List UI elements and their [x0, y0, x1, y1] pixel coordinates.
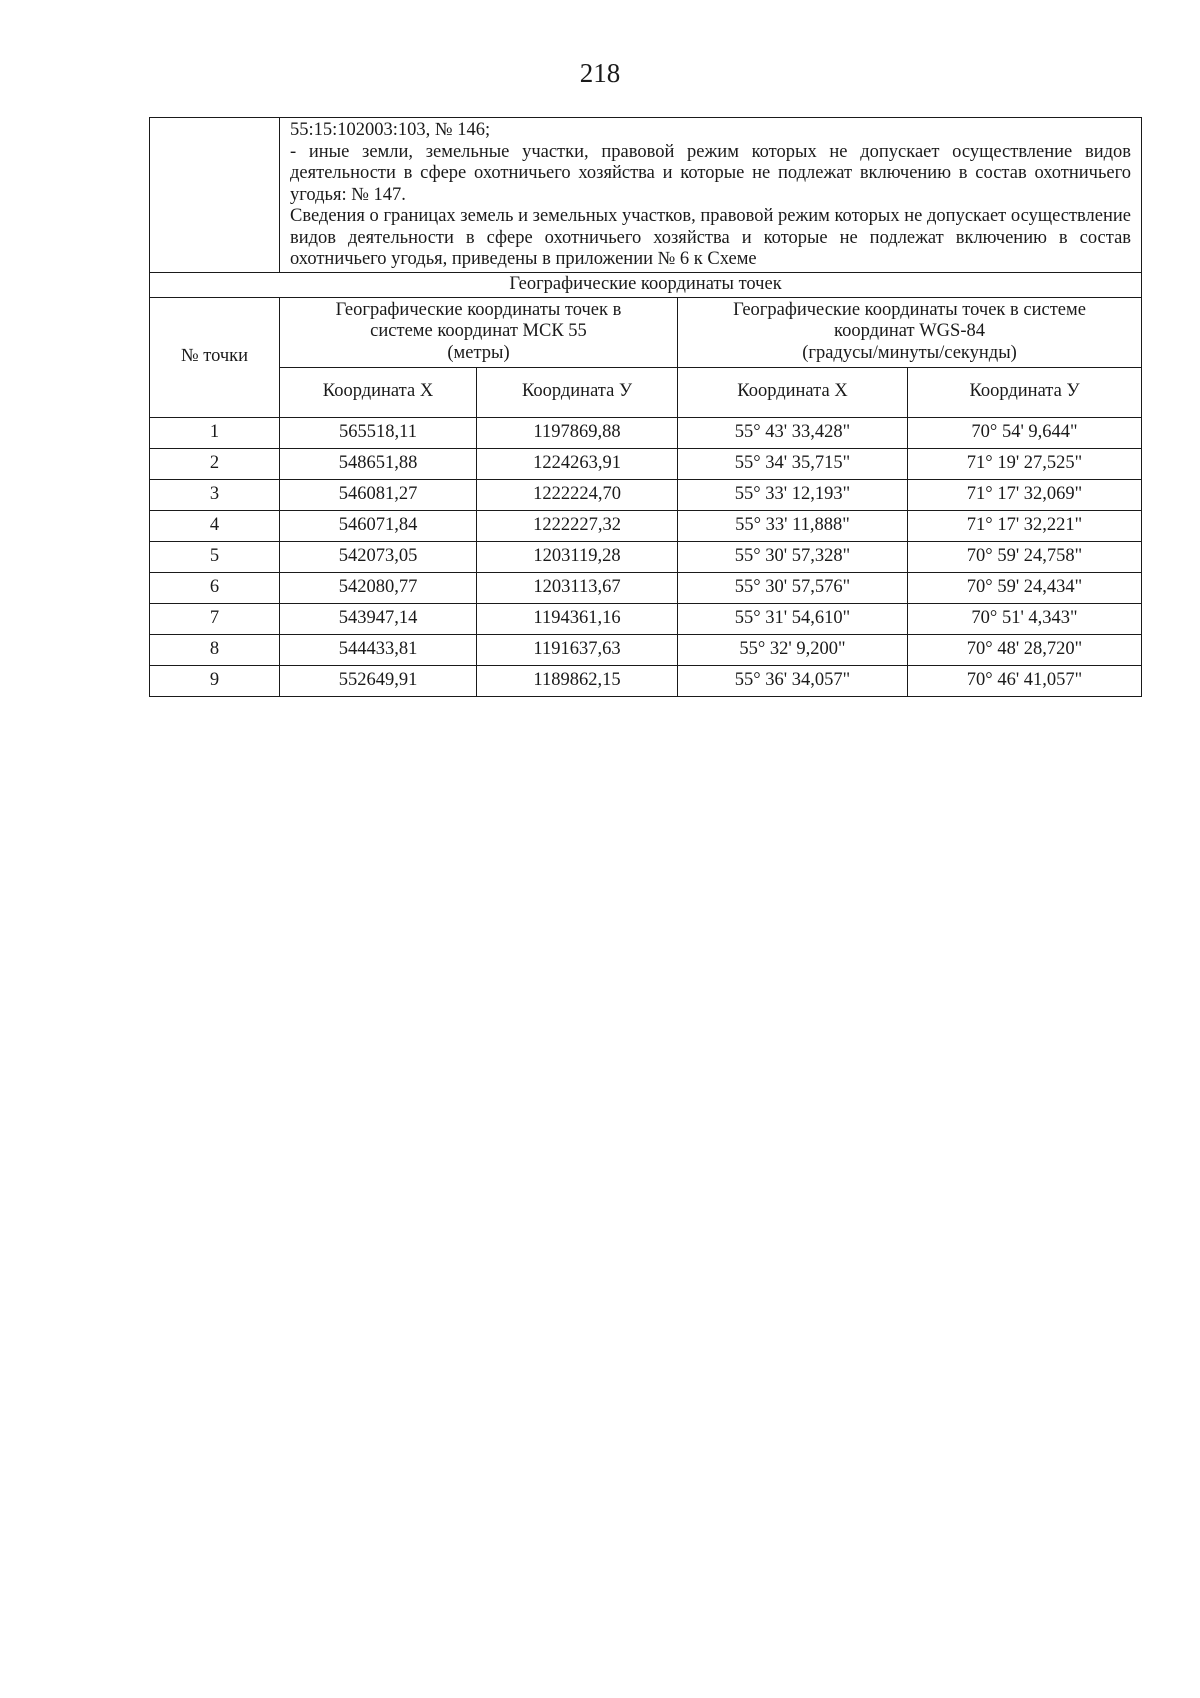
msk-header-line3: (метры) — [447, 342, 510, 363]
msk-header-line2: системе координат МСК 55 — [370, 321, 587, 342]
point-number-cell: 8 — [150, 634, 280, 665]
wgs-x-cell: 55° 36' 34,057" — [678, 665, 908, 696]
wgs-x-cell: 55° 30' 57,576" — [678, 572, 908, 603]
point-number-cell: 2 — [150, 448, 280, 479]
intro-row — [150, 118, 1142, 273]
table-row — [150, 448, 1142, 479]
point-number-cell: 9 — [150, 665, 280, 696]
msk-y-cell: 1222224,70 — [477, 479, 678, 510]
wgs-header-line3: (градусы/минуты/секунды) — [802, 342, 1017, 363]
intro-paragraph-other-lands: - иные земли, земельные участки, правовой режим которых не допускает осуществление видов деятельности в сфере охотничьего хозяйства и которые не подлежат включению в состав охотничьего угодья: № 147. — [290, 141, 1132, 205]
table-row — [150, 634, 1142, 665]
point-number-cell: 7 — [150, 603, 280, 634]
wgs-y-cell: 70° 46' 41,057" — [908, 665, 1142, 696]
table-row — [150, 479, 1142, 510]
point-number-cell: 3 — [150, 479, 280, 510]
intro-empty-cell — [150, 118, 280, 273]
wgs-y-cell: 70° 48' 28,720" — [908, 634, 1142, 665]
msk-x-cell: 542073,05 — [280, 541, 477, 572]
coordinates-table — [149, 117, 1142, 697]
msk-y-cell: 1191637,63 — [477, 634, 678, 665]
wgs-x-cell: 55° 33' 12,193" — [678, 479, 908, 510]
point-number-cell: 4 — [150, 510, 280, 541]
table-row — [150, 541, 1142, 572]
msk-x-cell: 565518,11 — [280, 417, 477, 448]
wgs-y-cell: 71° 17' 32,221" — [908, 510, 1142, 541]
msk-x-cell: 548651,88 — [280, 448, 477, 479]
table-row — [150, 510, 1142, 541]
intro-paragraph-info: Сведения о границах земель и земельных участков, правовой режим которых не допускает осуществление видов деятельности в сфере охотничьего хозяйства и которые не подлежат включению в состав охотничьего угодья, приведены в приложении № 6 к Схеме — [290, 206, 1132, 269]
msk-y-cell: 1203113,67 — [477, 572, 678, 603]
table-row — [150, 603, 1142, 634]
msk-x-cell: 552649,91 — [280, 665, 477, 696]
msk-header-line1: Географические координаты точек в — [335, 299, 622, 320]
msk-x-cell: 546071,84 — [280, 510, 477, 541]
msk-x-cell: 542080,77 — [280, 572, 477, 603]
wgs-x-cell: 55° 30' 57,328" — [678, 541, 908, 572]
point-number-cell: 1 — [150, 417, 280, 448]
msk-x-cell: 543947,14 — [280, 603, 477, 634]
wgs-y-header: Координата У — [908, 367, 1142, 417]
intro-line: 55:15:102003:103, № 146; — [290, 120, 491, 140]
table-row — [150, 665, 1142, 696]
point-number-cell: 5 — [150, 541, 280, 572]
table-row — [150, 572, 1142, 603]
msk-x-header: Координата X — [280, 367, 477, 417]
wgs-header-line1: Географические координаты точек в системе — [733, 299, 1086, 320]
msk-y-cell: 1224263,91 — [477, 448, 678, 479]
point-number-header: № точки — [150, 297, 280, 417]
wgs-group-header — [678, 297, 1142, 367]
wgs-x-cell: 55° 34' 35,715" — [678, 448, 908, 479]
msk-y-cell: 1194361,16 — [477, 603, 678, 634]
msk-y-header: Координата У — [477, 367, 678, 417]
wgs-x-header: Координата X — [678, 367, 908, 417]
wgs-x-cell: 55° 33' 11,888" — [678, 510, 908, 541]
wgs-header-line2: координат WGS-84 — [834, 321, 985, 342]
wgs-y-cell: 70° 59' 24,758" — [908, 541, 1142, 572]
group-header-row — [150, 297, 1142, 367]
wgs-y-cell: 70° 59' 24,434" — [908, 572, 1142, 603]
section-title: Географические координаты точек — [150, 272, 1142, 297]
msk-y-cell: 1197869,88 — [477, 417, 678, 448]
wgs-y-cell: 71° 19' 27,525" — [908, 448, 1142, 479]
msk-y-cell: 1203119,28 — [477, 541, 678, 572]
table-row — [150, 417, 1142, 448]
msk-x-cell: 544433,81 — [280, 634, 477, 665]
wgs-x-cell: 55° 43' 33,428" — [678, 417, 908, 448]
section-title-row — [150, 272, 1142, 297]
msk-y-cell: 1189862,15 — [477, 665, 678, 696]
wgs-y-cell: 71° 17' 32,069" — [908, 479, 1142, 510]
msk-group-header — [280, 297, 678, 367]
page-number: 218 — [579, 58, 621, 88]
point-number-cell: 6 — [150, 572, 280, 603]
wgs-x-cell: 55° 31' 54,610" — [678, 603, 908, 634]
intro-cell — [280, 118, 1142, 273]
wgs-x-cell: 55° 32' 9,200" — [678, 634, 908, 665]
msk-y-cell: 1222227,32 — [477, 510, 678, 541]
msk-x-cell: 546081,27 — [280, 479, 477, 510]
sub-header-row — [150, 367, 1142, 417]
wgs-y-cell: 70° 51' 4,343" — [908, 603, 1142, 634]
wgs-y-cell: 70° 54' 9,644" — [908, 417, 1142, 448]
